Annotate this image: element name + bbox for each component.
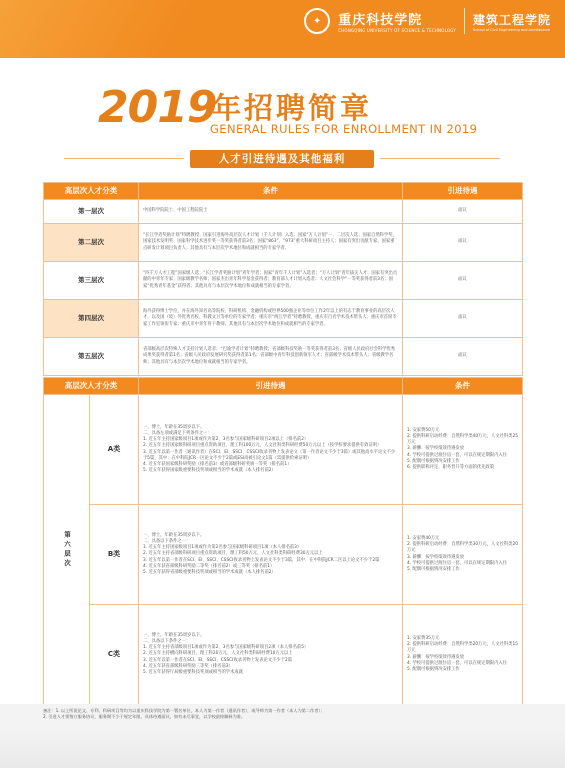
class-conditions: 一、博士，年龄在35周岁以下。 二、具备左项或满足下列条件之一： 1. 近五年主持国家级项目1项或作为第2、3名参与国家级科研项目2项以上（排名前2） 2. 近五年主持国家级科研项目重点资助项目，理工科100万元、人文社科类科研经费50万元以上（按学校要求提供有效证明） 3. 近五年以第一作者（通讯作者）在SCI、EI、SSCI、CSSCI收录刊物上发表论文（第一作者论文不少于3篇）或其他高水平论文不少于5篇，其中：在中科院JCR一区论文不少于2篇或ESI高被引论文1篇（需提供检索证明） 4. 近五年获国家级科研奖励（排名前3）或省部级科研奖励一等奖（排名前1） 5. 近五年获得国家级重要科技奖项或相当的学术成就（本人排名前2） xyxy=(139,395,403,505)
university-seal-icon: ✦ xyxy=(304,8,330,34)
level-treatment: 面议 xyxy=(403,300,523,338)
university-name xyxy=(338,9,456,33)
level-treatment: 面议 xyxy=(403,262,523,300)
level-condition: “长江学者奖励计划”特聘教授；国家引进海外高层次人才计划（千人计划）入选；国家“万人计划”一、二层次人选；国家自然科学奖、国家技术发明奖、国家科学技术进步奖一等奖获得者前3名；国家“863”、“973”重大科研项目主持人；国家有突出贡献专家、国家重点研发计划项目负责人；其他具有与本层次学术地位和成就相当的专家学者。 xyxy=(139,224,403,262)
logo-divider xyxy=(464,8,465,34)
class-benefits: 1. 安家费40万元 2. 提供科研启动经费：自然科学类30万元，人文社科类20万元 3. 薪酬：按学校绩效待遇发放 4. 学校可提供过渡住房一套，可以在规定期限内入住 5. 配偶可根据情况安排工作 xyxy=(403,505,523,605)
table-row xyxy=(44,605,523,705)
school-name-en: School of Civil Engineering and Architecture xyxy=(472,27,550,32)
table-header-row xyxy=(44,183,523,200)
level-condition: 省部级高层次特殊人才支持计划人选者；“巴渝学者计划”特聘教授；省部级科技奖励一等奖获得者前3名；省级人民政府社会科学优秀成果奖获得者第1名；省级人民政府发展研究奖获得者第1名；省部级中青年科技创新领军人才；省部级学术技术带头人；省级教学名师；其他具有与本层次学术地位和成就相当的专家学者。 xyxy=(139,338,403,376)
table-row xyxy=(44,395,523,505)
level-condition: 海外获得博士学位，并在海外知名高等院校、科研机构、金融机构或世界500强企业等单位工作2年以上的有志于教育事业的高层次人才，以及国（境）外优秀名校、科教文卫等单位的专家学者；重庆市“两江学者”特聘教授、重庆市百名学术技术带头人；重庆市首席专家工作室领衔专家；重庆市中青年骨干教师；其他具有与本层次学术地位和成就相当的专家学者。 xyxy=(139,300,403,338)
level-label: 第一层次 xyxy=(44,200,139,224)
table-row xyxy=(44,300,523,338)
column-header: 高层次人才分类 xyxy=(44,183,139,200)
class-conditions: 一、博士，年龄在35周岁以下。 二、具备以下条件之一： 1. 近五年主持省部级项目1项或作为第2、3名参与国家级科研项目2项（本人排名前5） 2. 近五年主持横向科研项目，理工科20万元、人文社科类科研经费10万元以上 3. 近五年以第一作者在SCI、EI、SSCI、CSSCI收录刊物上发表论文不少于2篇 4. 近五年获省部级科研奖励三等奖（排名前3） 5. 近五年获得厅局级重要科技奖项或相当的学术成就 xyxy=(139,605,403,705)
university-name-cn: 重庆科技学院 xyxy=(338,13,423,28)
table-row xyxy=(44,262,523,300)
column-header: 条件 xyxy=(403,378,523,395)
campus-buildings-image xyxy=(0,728,565,768)
table-row xyxy=(44,200,523,224)
level-label: 第二层次 xyxy=(44,224,139,262)
class-label: B类 xyxy=(90,505,139,605)
level-label: 第五层次 xyxy=(44,338,139,376)
group-label: 第六层次 xyxy=(44,395,90,705)
class-label: C类 xyxy=(90,605,139,705)
title-area xyxy=(0,72,565,142)
class-benefits: 1. 安家费50万元 2. 提供科研启动经费：自然科学类40万元，人文社科类25万元 3. 薪酬：按学校绩效待遇发放 4. 学校可提供过渡住房一套，可以在规定期限内入住 5. 配偶可根据情况安排工作 6. 提供职称评定、职务晋升等方面的优先政策 xyxy=(403,395,523,505)
level-label: 第四层次 xyxy=(44,300,139,338)
header-band xyxy=(0,0,565,58)
table-header-row xyxy=(44,378,523,395)
footnotes: 备注：1. 以上所说论文、专利、科研项目等均为以重庆科技学院为第一署名单位，本人为第一作者（通讯作者），或导师为第一作者（本人为第二作者）； 2. 引进人才须签订服务协议，服务期不少于规定年限，具体待遇面议，如有未尽事宜，以学校最终解释为准。 xyxy=(43,708,325,720)
title-year: 2019 xyxy=(98,82,217,133)
level-treatment: 面议 xyxy=(403,224,523,262)
class-label: A类 xyxy=(90,395,139,505)
level-six-table xyxy=(43,377,523,705)
level-condition: “四千万人才工程”国家级人选；“长江学者奖励计划”青年学者；国家“青年千人计划”入选者；“万人计划”青年拔尖人才；国家有突出贡献的中青年专家；国家级教学名师；国家杰出青年科学基金获得者；教育部人才计划入选者；人文社会科学“一等奖获得者前3名；国家“优秀青年基金”获得者；其他具有与本层次学术地位和成就相当的专家学者。 xyxy=(139,262,403,300)
section-heading: 人才引进待遇及其他福利 xyxy=(190,150,374,168)
class-conditions: 一、博士，年龄在35周岁以下。 二、具备以下条件之一： 1. 近五年主持国家级项目1项或作为第2名参与国家级科研项目1项（本人排名前3） 2. 近五年主持省部级科研项目重点资助项目，理工科50万元、人文社科类科研经费30万元以上 3. 近五年以第一作者在SCI、EI、SSCI、CSSCI收录刊物上发表论文不少于3篇，其中：在中科院JCR二区以上论文不少于2篇 4. 近五年获省部级科研奖励二等奖（排名前2）或三等奖（排名前1） 5. 近五年获得省部级重要科技奖项或相当的学术成就（本人排名前2） xyxy=(139,505,403,605)
level-label: 第三层次 xyxy=(44,262,139,300)
school-name xyxy=(473,11,551,32)
table-row xyxy=(44,338,523,376)
talent-levels-table xyxy=(43,182,523,376)
university-name-en: CHONGQING UNIVERSITY OF SCIENCE & TECHNOLOGY xyxy=(338,28,456,33)
table-row xyxy=(44,224,523,262)
table-row xyxy=(44,505,523,605)
level-condition: 中国科学院院士、中国工程院院士 xyxy=(139,200,403,224)
school-name-cn: 建筑工程学院 xyxy=(472,12,551,27)
title-cn: 年招聘简章 xyxy=(212,91,373,125)
title-en: GENERAL RULES FOR ENROLLMENT IN 2019 xyxy=(210,122,478,136)
level-treatment: 面议 xyxy=(403,200,523,224)
class-benefits: 1. 安家费35万元 2. 提供科研启动经费：自然科学类20万元，人文社科类15万元 3. 薪酬：按学校绩效待遇发放 4. 学校可提供过渡住房一套，可以在规定期限内入住 5. 配偶可根据情况安排工作 xyxy=(403,605,523,705)
column-header: 引进待遇 xyxy=(403,183,523,200)
header-stripe xyxy=(0,0,300,58)
column-header: 引进待遇 xyxy=(139,378,403,395)
column-header: 高层次人才分类 xyxy=(44,378,139,395)
logo-group xyxy=(304,8,551,34)
column-header: 条件 xyxy=(139,183,403,200)
level-treatment: 面议 xyxy=(403,338,523,376)
